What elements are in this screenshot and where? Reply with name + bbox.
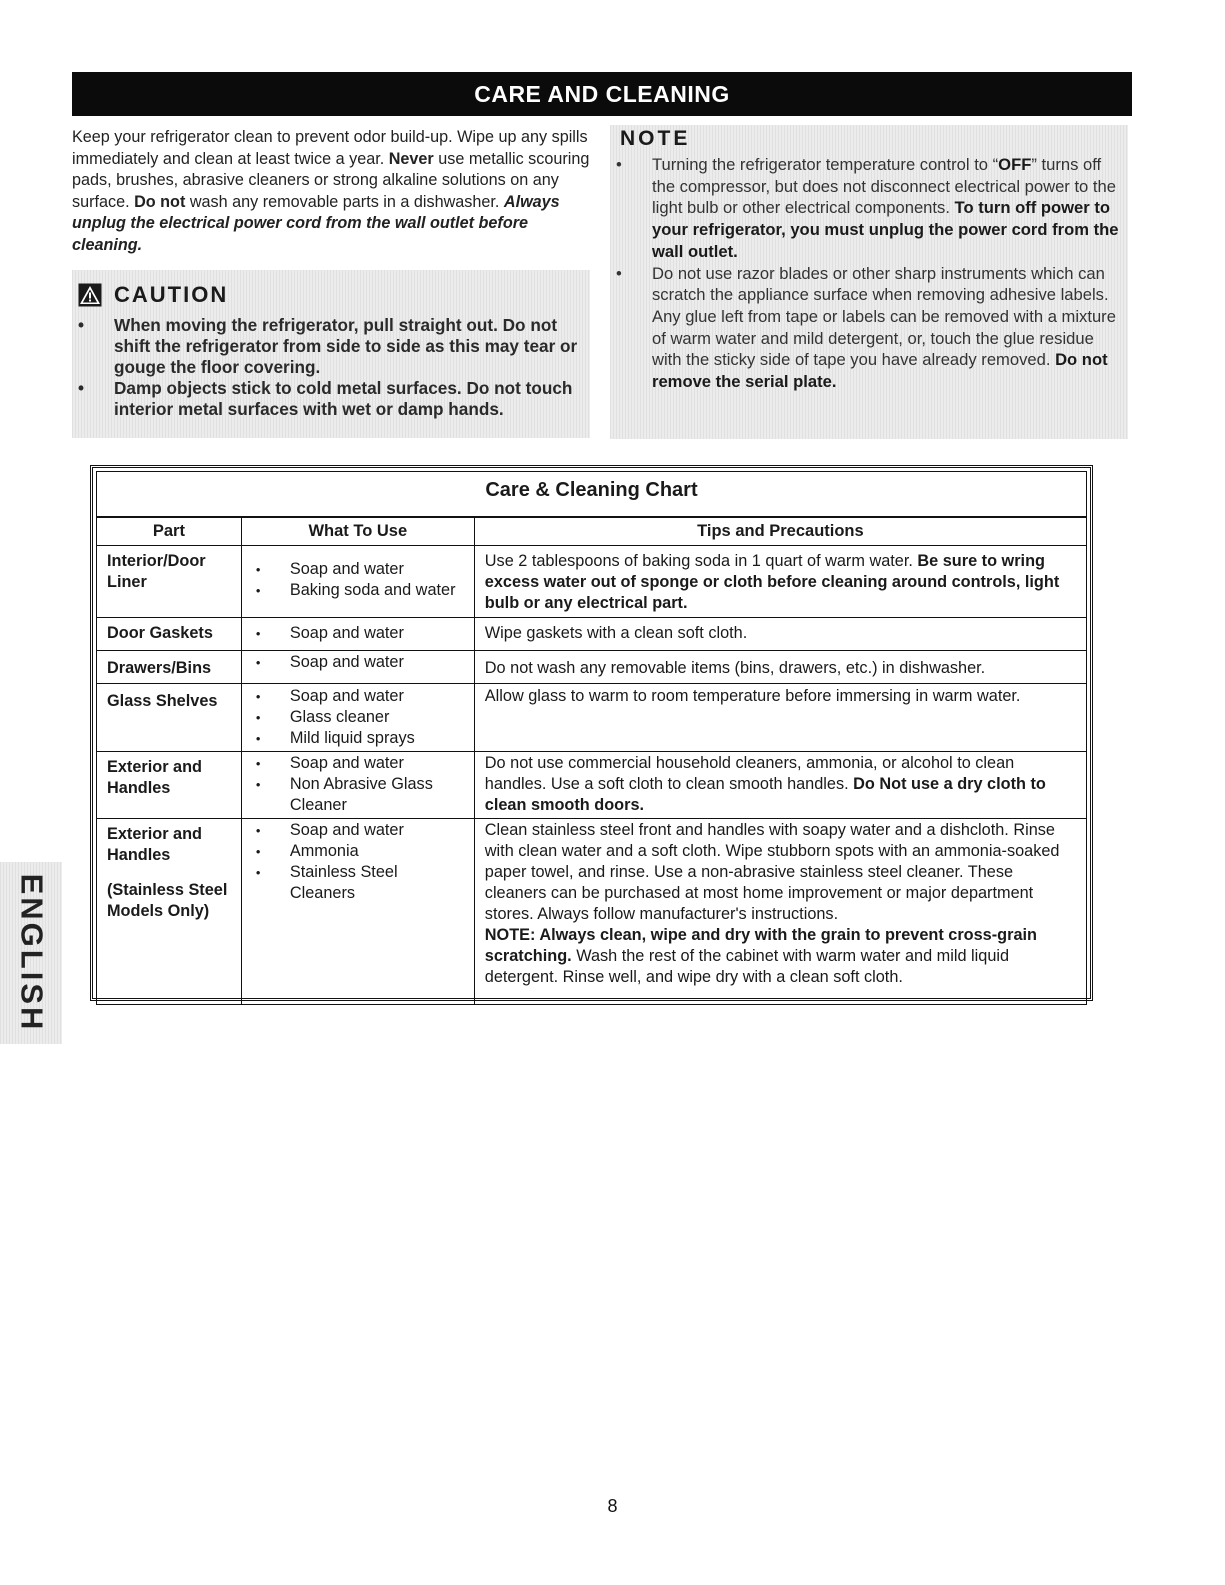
caution-box — [72, 270, 590, 438]
part-cell — [97, 819, 242, 1005]
table-row — [97, 752, 1087, 819]
note-list — [610, 154, 1122, 393]
tips-cell — [474, 819, 1086, 1005]
use-cell — [241, 752, 474, 819]
header-part: Part — [97, 517, 242, 546]
chart-title: Care & Cleaning Chart — [97, 472, 1087, 518]
tip-bold-text: Do Not use a dry cloth to clean smooth doors. — [484, 775, 1046, 814]
note-item — [610, 154, 1122, 263]
section-banner: CARE AND CLEANING — [72, 72, 1132, 116]
caution-item: • When moving the refrigerator, pull straight out. Do not shift the refrigerator from side to side as this may tear or gouge the floor covering. — [72, 315, 582, 378]
tip-text: Wash the rest of the cabinet with warm water and mild liquid detergent. Rinse well, and wipe dry with a clean soft cloth. — [484, 947, 1010, 986]
use-cell — [241, 618, 474, 651]
warning-icon — [78, 283, 102, 307]
use-item: • Soap and water — [252, 652, 464, 673]
use-cell — [241, 546, 474, 618]
header-what-to-use: What To Use — [241, 517, 474, 546]
note-box — [610, 125, 1128, 439]
use-item: • Ammonia — [252, 841, 464, 862]
table-row — [97, 651, 1087, 684]
use-item: • Mild liquid sprays — [252, 728, 464, 749]
use-item: • Stainless Steel Cleaners — [252, 862, 464, 904]
tips-cell: Wipe gaskets with a clean soft cloth. — [474, 618, 1086, 651]
note-item-text: Turning the refrigerator temperature control to “ — [652, 155, 999, 174]
use-item: • Soap and water — [252, 686, 464, 707]
note-item-text: ” turns off the compressor, but does not disconnect electrical power to the light bulb or other electrical components. — [652, 155, 1116, 218]
tip-text: Clean stainless steel front and handles with soapy water and a dishcloth. Rinse with clean water and a soft cloth. Wipe stubborn spots with an ammonia-soaked paper towel, and rinse. Use a non-abrasive stainless steel cleaner. These cleaners can be purchased at most home improvement or major department stores. Always follow manufacturer's instructions. — [484, 821, 1060, 923]
caution-header — [78, 282, 228, 308]
tips-cell — [474, 752, 1086, 819]
table-row — [97, 684, 1087, 752]
part-cell: Exterior and Handles — [97, 752, 242, 819]
note-item — [610, 263, 1122, 393]
intro-text-1: Keep your refrigerator clean to prevent odor build-up. Wipe up any spills immediately and clean at least twice a year. — [72, 128, 588, 168]
tips-cell — [474, 546, 1086, 618]
part-cell: Drawers/Bins — [97, 651, 242, 684]
use-cell — [241, 819, 474, 1005]
chart-table — [96, 471, 1087, 1005]
tips-cell: Allow glass to warm to room temperature before immersing in warm water. — [474, 684, 1086, 752]
intro-text-3: wash any removable parts in a dishwasher. — [185, 192, 504, 211]
caution-title: CAUTION — [114, 282, 229, 307]
tips-cell: Do not wash any removable items (bins, drawers, etc.) in dishwasher. — [474, 651, 1086, 684]
use-item: • Non Abrasive Glass Cleaner — [252, 774, 464, 816]
note-serial-plate-warning: Do not remove the serial plate. — [652, 350, 1108, 392]
use-item: • Soap and water — [252, 559, 464, 580]
use-item: • Soap and water — [252, 753, 464, 774]
part-note: (Stainless Steel Models Only) — [107, 881, 228, 920]
part-cell: Door Gaskets — [97, 618, 242, 651]
caution-list — [72, 315, 582, 420]
part-name: Exterior and Handles — [107, 825, 203, 864]
note-title: NOTE — [620, 127, 691, 150]
caution-item: • Damp objects stick to cold metal surfaces. Do not touch interior metal surfaces with wet or damp hands. — [72, 378, 582, 420]
header-tips: Tips and Precautions — [474, 517, 1086, 546]
intro-paragraph — [72, 127, 592, 256]
note-off-label: OFF — [998, 155, 1032, 174]
tip-bold-text: Be sure to wring excess water out of sponge or cloth before cleaning around controls, light bulb or any electrical part. — [484, 552, 1060, 612]
use-item: • Soap and water — [252, 820, 464, 841]
note-unplug-warning: To turn off power to your refrigerator, you must unplug the power cord from the wall outlet. — [652, 198, 1119, 261]
language-tab — [0, 862, 62, 1044]
use-item: • Soap and water — [252, 623, 464, 644]
use-cell — [241, 684, 474, 752]
page-number: 8 — [607, 1496, 618, 1516]
use-cell — [241, 651, 474, 684]
tip-text: Use 2 tablespoons of baking soda in 1 quart of warm water. — [484, 552, 918, 570]
intro-unplug-warning: Always unplug the electrical power cord from the wall outlet before cleaning. — [72, 192, 560, 254]
intro-never: Never — [388, 149, 434, 168]
care-cleaning-chart — [90, 465, 1093, 1001]
intro-do-not: Do not — [134, 192, 186, 211]
table-row — [97, 618, 1087, 651]
part-cell: Interior/Door Liner — [97, 546, 242, 618]
use-item: • Baking soda and water — [252, 580, 464, 601]
tip-text: Do not use commercial household cleaners, ammonia, or alcohol to clean handles. Use a soft cloth to clean smooth handles. — [484, 754, 1015, 793]
tip-note: NOTE: Always clean, wipe and dry with the grain to prevent cross-grain scratching. — [484, 926, 1037, 965]
intro-text-2: use metallic scouring pads, brushes, abrasive cleaners or strong alkaline solutions on any surface. — [72, 149, 590, 211]
use-item: • Glass cleaner — [252, 707, 464, 728]
table-row — [97, 819, 1087, 1005]
language-label: ENGLISH — [14, 873, 50, 1033]
part-cell: Glass Shelves — [97, 684, 242, 752]
note-item-text: Do not use razor blades or other sharp instruments which can scratch the appliance surface when removing adhesive labels. Any glue left from tape or labels can be removed with a mixture of warm water and mild detergent, or, touch the glue residue with the sticky side of tape you have already removed. — [652, 263, 1116, 370]
table-row — [97, 546, 1087, 618]
